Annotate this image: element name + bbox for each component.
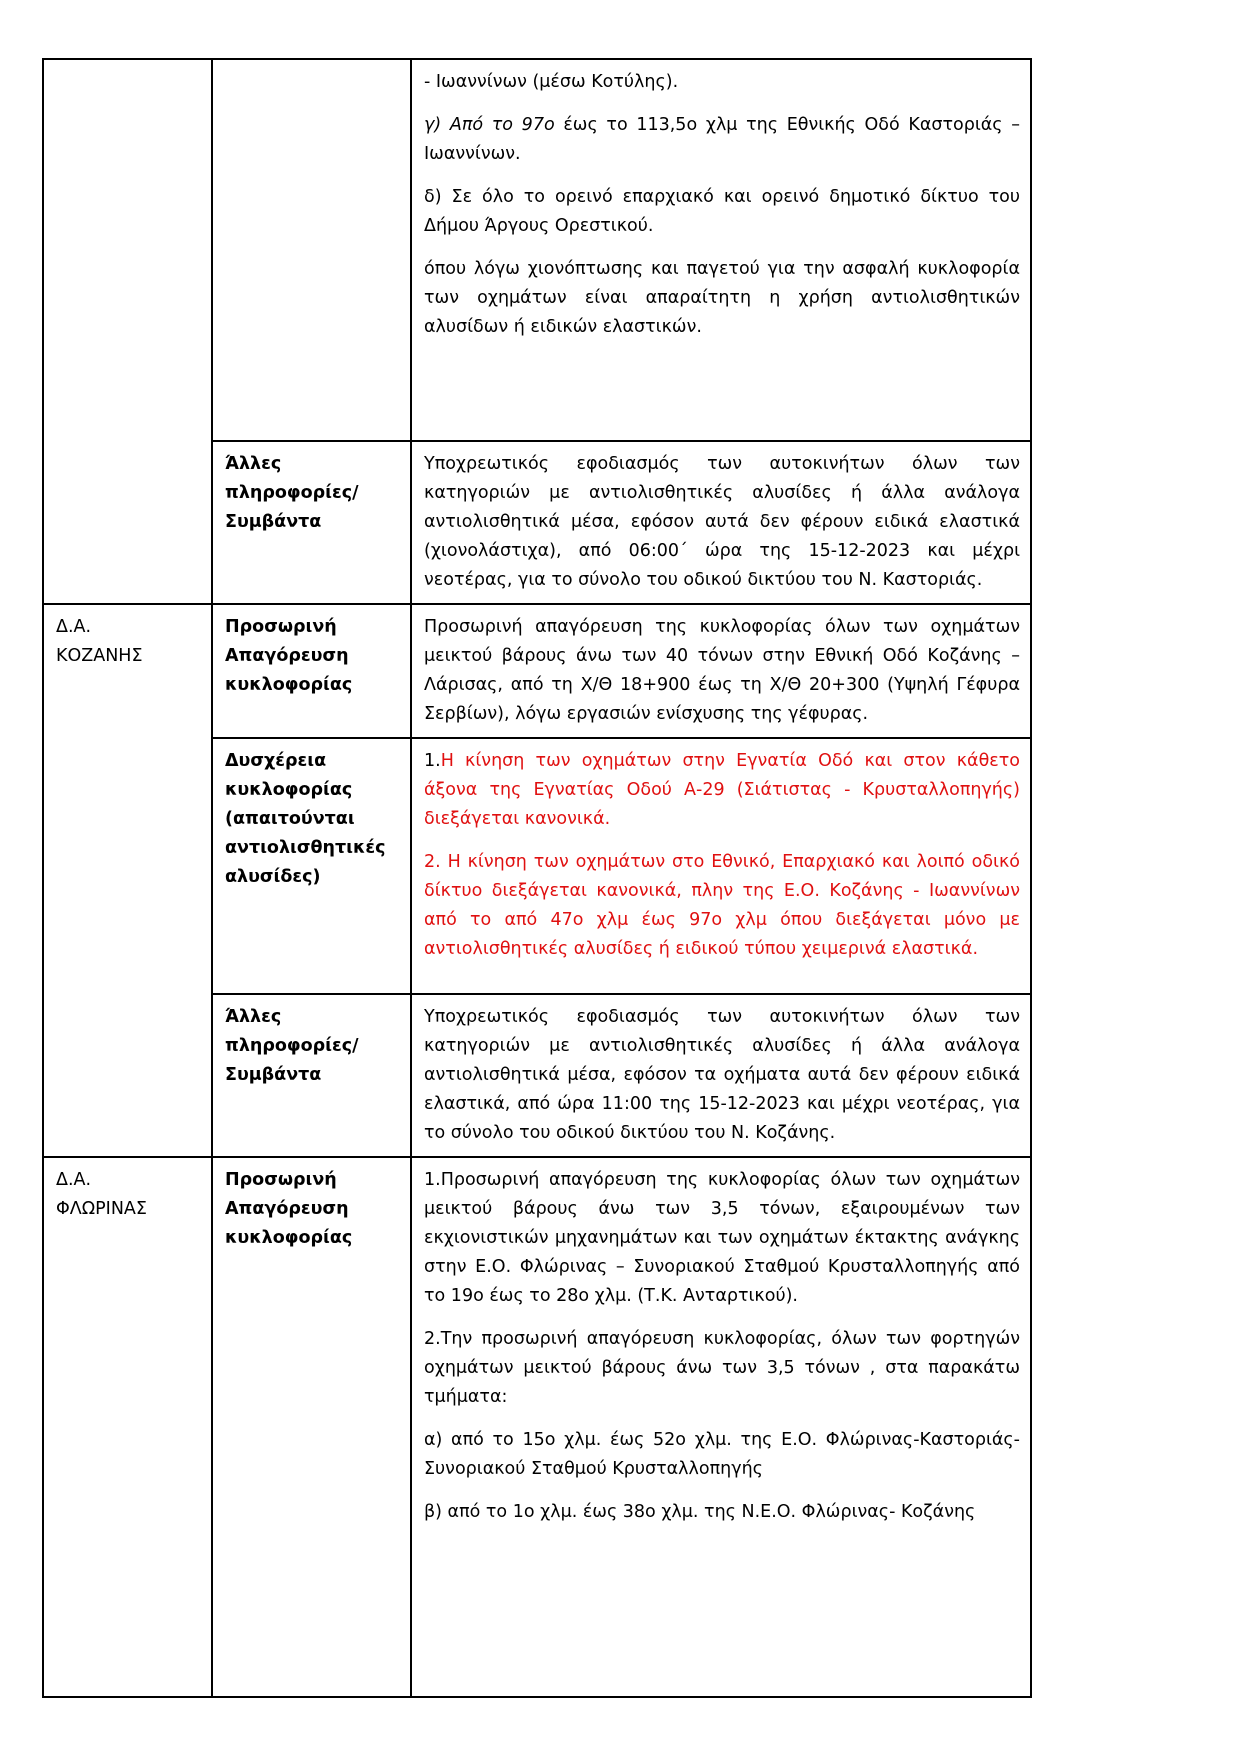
paragraph-rest: έως το 113,5ο χλμ της Εθνικής Οδό Καστοριάς – Ιωαννίνων.	[424, 115, 1020, 164]
category-cell: Δυσχέρεια κυκλοφορίας (απαιτούνται αντιολισθητικές αλυσίδες)	[212, 738, 411, 994]
paragraph: 1.Προσωρινή απαγόρευση της κυκλοφορίας όλων των οχημάτων μεικτού βάρους άνω των 3,5 τόνων, εξαιρουμένων των εκχιονιστικών μηχανημάτων και των οχημάτων έκτακτης ανάγκης στην Ε.Ο. Φλώρινας – Συνοριακού Σταθμού Κρυσταλλοπηγής από το 19ο έως το 28ο χλμ. (Τ.Κ. Ανταρτικού).	[424, 1170, 1020, 1306]
paragraph	[424, 111, 1020, 169]
paragraph: Προσωρινή απαγόρευση της κυκλοφορίας όλων των οχημάτων μεικτού βάρους άνω των 40 τόνων στην Εθνική Οδό Κοζάνης – Λάρισας, από τη Χ/Θ 18+900 έως τη Χ/Θ 20+300 (Υψηλή Γέφυρα Σερβίων), λόγω εργασιών ενίσχυσης της γέφυρας.	[424, 617, 1020, 724]
category-cell: Άλλες πληροφορίες/ Συμβάντα	[212, 441, 411, 604]
paragraph: 2.Την προσωρινή απαγόρευση κυκλοφορίας, όλων των φορτηγών οχημάτων μεικτού βάρους άνω των 3,5 τόνων , στα παρακάτω τμήματα:	[424, 1329, 1020, 1407]
region-label-line2: ΚΟΖΑΝΗΣ	[56, 646, 143, 666]
category-cell: Προσωρινή Απαγόρευση κυκλοφορίας	[212, 604, 411, 738]
highlighted-paragraph: 2. Η κίνηση των οχημάτων στο Εθνικό, Επαρχιακό και λοιπό οδικό δίκτυο διεξάγεται κανονικά, πλην της Ε.Ο. Κοζάνης - Ιωαννίνων από το από 47ο χλμ έως 97ο χλμ όπου διεξάγεται μόνο με αντιολισθητικές αλυσίδες ή ειδικού τύπου χειμερινά ελαστικά.	[424, 852, 1020, 959]
paragraph: Υποχρεωτικός εφοδιασμός των αυτοκινήτων όλων των κατηγοριών με αντιολισθητικές αλυσίδες ή άλλα ανάλογα αντιολισθητικά μέσα, εφόσον αυτά δεν φέρουν ειδικά ελαστικά (χιονολάστιχα), από 06:00΄ ώρα της 15-12-2023 και μέχρι νεοτέρας, για το σύνολο του οδικού δικτύου του Ν. Καστοριάς.	[424, 454, 1020, 590]
paragraph: όπου λόγω χιονόπτωσης και παγετού για την ασφαλή κυκλοφορία των οχημάτων είναι απαραίτητη η χρήση αντιολισθητικών αλυσίδων ή ειδικών ελαστικών.	[424, 259, 1020, 337]
region-cell	[43, 1157, 212, 1697]
item-number: 1.	[424, 751, 441, 771]
paragraph: δ) Σε όλο το ορεινό επαρχιακό και ορεινό δημοτικό δίκτυο του Δήμου Άργους Ορεστικού.	[424, 187, 1020, 236]
paragraph: β) από το 1ο χλμ. έως 38ο χλμ. της Ν.Ε.Ο. Φλώρινας- Κοζάνης	[424, 1502, 976, 1522]
paragraph: Υποχρεωτικός εφοδιασμός των αυτοκινήτων όλων των κατηγοριών με αντιολισθητικές αλυσίδες ή άλλα ανάλογα αντιολισθητικά μέσα, εφόσον τα οχήματα αυτά δεν φέρουν ειδικά ελαστικά, από ώρα 11:00 της 15-12-2023 και μέχρι νεοτέρας, για το σύνολο του οδικού δικτύου του Ν. Κοζάνης.	[424, 1007, 1020, 1143]
table-row	[43, 59, 1031, 441]
table-row	[43, 1157, 1031, 1697]
italic-prefix: γ) Από το 97ο	[424, 115, 555, 135]
content-cell	[411, 59, 1031, 441]
content-cell	[411, 441, 1031, 604]
paragraph	[424, 747, 1020, 834]
highlighted-text: Η κίνηση των οχημάτων στην Εγνατία Οδό και στον κάθετο άξονα της Εγνατίας Οδού Α-29 (Σιάτιστας - Κρυσταλλοπηγής) διεξάγεται κανονικά.	[424, 751, 1020, 829]
category-cell: Άλλες πληροφορίες/ Συμβάντα	[212, 994, 411, 1157]
region-label-line2: ΦΛΩΡΙΝΑΣ	[56, 1199, 147, 1219]
content-cell	[411, 1157, 1031, 1697]
paragraph: - Ιωαννίνων (μέσω Κοτύλης).	[424, 72, 679, 92]
traffic-conditions-table	[42, 58, 1032, 1698]
region-label-line1: Δ.Α.	[56, 617, 92, 637]
content-cell	[411, 604, 1031, 738]
region-label-line1: Δ.Α.	[56, 1170, 92, 1190]
content-cell	[411, 738, 1031, 994]
category-cell	[212, 59, 411, 441]
category-cell: Προσωρινή Απαγόρευση κυκλοφορίας	[212, 1157, 411, 1697]
region-cell	[43, 59, 212, 604]
paragraph: α) από το 15ο χλμ. έως 52ο χλμ. της Ε.Ο. Φλώρινας-Καστοριάς- Συνοριακού Σταθμού Κρυσταλλοπηγής	[424, 1430, 1020, 1479]
content-cell	[411, 994, 1031, 1157]
region-cell	[43, 604, 212, 1157]
table-row	[43, 604, 1031, 738]
